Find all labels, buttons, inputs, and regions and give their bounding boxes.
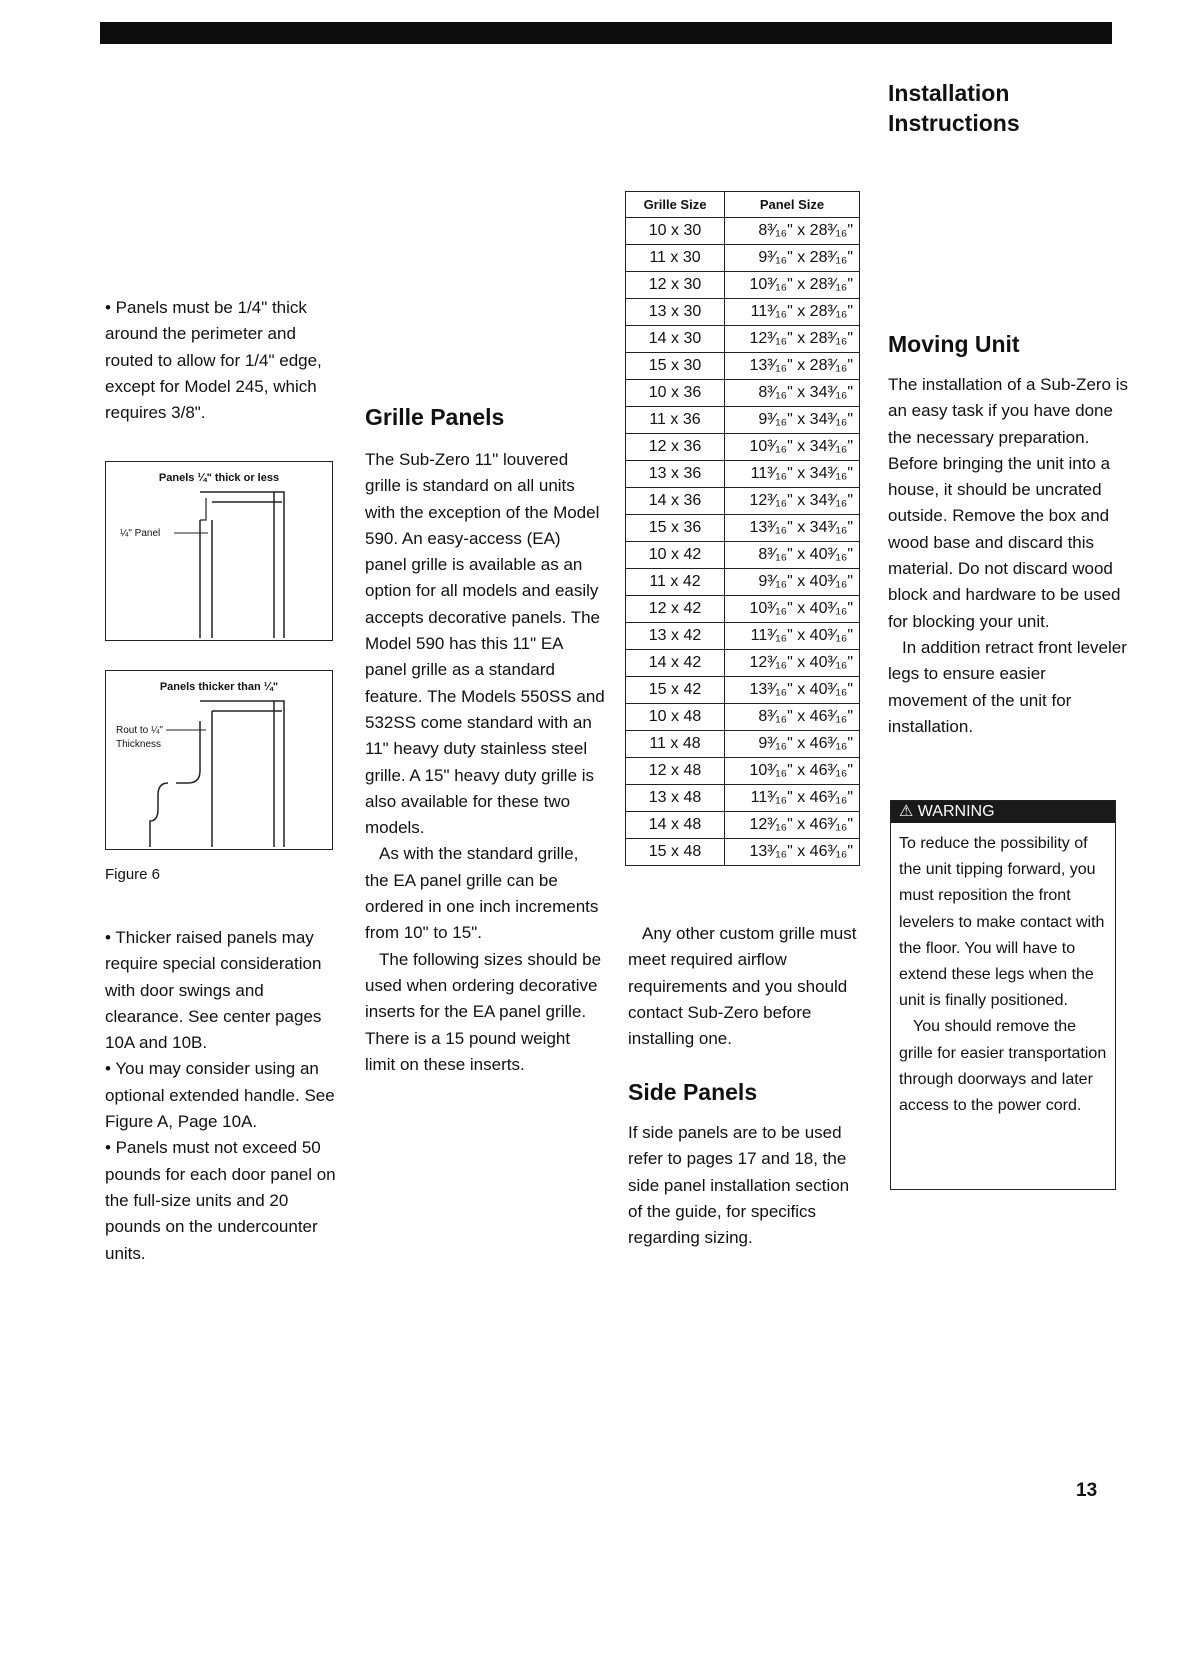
warning-label: WARNING [917,803,995,820]
panel-size-cell: 11³⁄₁₆" x 34³⁄₁₆" [725,461,860,488]
bullet-thicker-panels: • Thicker raised panels may require special consideration with door swings and clearance. See center pages 10A and 10B. [105,928,322,1053]
custom-grille-text: Any other custom grille must meet required airflow requirements and you should contact Sub-Zero before installing one. [628,924,857,1049]
table-row [626,299,860,326]
panel-size-cell: 13³⁄₁₆" x 40³⁄₁₆" [725,677,860,704]
thin-panel-drawing [106,462,332,640]
grille-size-cell: 11 x 36 [626,407,725,434]
grille-size-cell: 14 x 30 [626,326,725,353]
panel-size-cell: 10³⁄₁₆" x 40³⁄₁₆" [725,596,860,623]
panel-size-cell: 8³⁄₁₆" x 28³⁄₁₆" [725,218,860,245]
side-panels-paragraph: If side panels are to be used refer to pages 17 and 18, the side panel installation section of the guide, for specifics regarding sizing. [628,1123,850,1248]
grille-paragraph-2: As with the standard grille, the EA panel grille can be ordered in one inch increments from 10" to 15". [365,844,599,943]
grille-size-cell: 13 x 30 [626,299,725,326]
grille-size-cell: 11 x 48 [626,731,725,758]
thick-panel-drawing [106,671,332,849]
panel-size-cell: 9³⁄₁₆" x 34³⁄₁₆" [725,407,860,434]
moving-paragraph-1: The installation of a Sub-Zero is an easy task if you have done the necessary preparation. Before bringing the unit into a house, it should be uncrated outside. Remove the box and wood base and discard this material. Do not discard wood block and hardware to be used for blocking your unit. [888,375,1129,631]
table-row [626,434,860,461]
panel-size-cell: 11³⁄₁₆" x 46³⁄₁₆" [725,785,860,812]
figure-thin-panel-title: Panels ¼" thick or less [158,472,280,484]
grille-size-cell: 10 x 42 [626,542,725,569]
panel-thickness-note [105,295,345,426]
figure-thick-panel-label-2: Thickness [116,739,162,750]
page-header [888,78,1148,138]
table-row [626,542,860,569]
panel-size-cell: 12³⁄₁₆" x 46³⁄₁₆" [725,812,860,839]
panel-size-cell: 9³⁄₁₆" x 40³⁄₁₆" [725,569,860,596]
grille-size-cell: 14 x 48 [626,812,725,839]
panel-size-cell: 12³⁄₁₆" x 40³⁄₁₆" [725,650,860,677]
grille-size-cell: 14 x 42 [626,650,725,677]
grille-panels-text [365,447,605,1078]
grille-size-cell: 12 x 48 [626,758,725,785]
panel-size-header: Panel Size [725,192,860,218]
panel-size-cell: 12³⁄₁₆" x 28³⁄₁₆" [725,326,860,353]
side-panels-heading: Side Panels [628,1079,758,1105]
warning-header [891,801,1115,823]
table-row [626,677,860,704]
bullet-extended-handle: • You may consider using an optional extended handle. See Figure A, Page 10A. [105,1059,335,1132]
grille-size-cell: 15 x 30 [626,353,725,380]
top-bar [100,22,1112,44]
figure-thin-panel-label: ¼" Panel [120,528,161,539]
table-body [626,218,860,866]
grille-size-cell: 10 x 30 [626,218,725,245]
table-row [626,515,860,542]
left-bullets [105,925,345,1267]
header-line-1: Installation [888,80,1010,106]
header-line-2: Instructions [888,110,1020,136]
intro-bullet: • Panels must be 1/4" thick around the perimeter and routed to allow for 1/4" edge, except for Model 245, which requires 3/8". [105,298,322,423]
panel-size-cell: 8³⁄₁₆" x 40³⁄₁₆" [725,542,860,569]
grille-size-cell: 10 x 48 [626,704,725,731]
panel-size-cell: 11³⁄₁₆" x 40³⁄₁₆" [725,623,860,650]
figure-caption: Figure 6 [105,866,161,883]
grille-panels-heading: Grille Panels [365,404,505,430]
panel-size-cell: 12³⁄₁₆" x 34³⁄₁₆" [725,488,860,515]
page-number: 13 [1076,1480,1098,1501]
panel-size-cell: 13³⁄₁₆" x 34³⁄₁₆" [725,515,860,542]
table-row [626,785,860,812]
table-row [626,326,860,353]
grille-size-cell: 15 x 48 [626,839,725,866]
panel-size-cell: 10³⁄₁₆" x 46³⁄₁₆" [725,758,860,785]
table-row [626,218,860,245]
grille-paragraph-3: The following sizes should be used when ordering decorative inserts for the EA panel grille. There is a 15 pound weight limit on these inserts. [365,949,602,1074]
panel-size-cell: 13³⁄₁₆" x 46³⁄₁₆" [725,839,860,866]
table-row [626,704,860,731]
table-row [626,353,860,380]
grille-size-cell: 12 x 36 [626,434,725,461]
panel-size-cell: 8³⁄₁₆" x 46³⁄₁₆" [725,704,860,731]
table-row [626,650,860,677]
table-row [626,596,860,623]
figure-thick-panel-label-1: Rout to ¼" [116,725,163,736]
figure-thick-panel-title: Panels thicker than ¼" [159,681,279,693]
grille-size-cell: 13 x 36 [626,461,725,488]
grille-size-cell: 11 x 42 [626,569,725,596]
grille-size-cell: 15 x 36 [626,515,725,542]
panel-size-cell: 9³⁄₁₆" x 28³⁄₁₆" [725,245,860,272]
table-row [626,569,860,596]
warning-paragraph-2: You should remove the grille for easier transportation through doorways and later access to the power cord. [899,1018,1107,1115]
table-row [626,758,860,785]
grille-size-table [625,191,860,866]
table-row [626,272,860,299]
moving-unit-text [888,372,1128,740]
table-row [626,380,860,407]
table-row [626,488,860,515]
moving-paragraph-2: In addition retract front leveler legs to ensure easier movement of the unit for installation. [888,637,1127,736]
panel-size-cell: 8³⁄₁₆" x 34³⁄₁₆" [725,380,860,407]
table-header-row [626,192,860,218]
figure-thin-panel [105,461,333,641]
panel-size-cell: 13³⁄₁₆" x 28³⁄₁₆" [725,353,860,380]
custom-grille-note [628,921,868,1052]
table-row [626,839,860,866]
warning-body [899,831,1109,1119]
grille-size-cell: 12 x 42 [626,596,725,623]
warning-triangle-icon: ⚠ [899,803,914,820]
grille-size-cell: 15 x 42 [626,677,725,704]
table-row [626,461,860,488]
table-row [626,407,860,434]
grille-size-header: Grille Size [626,192,725,218]
table-row [626,731,860,758]
table-row [626,245,860,272]
moving-unit-heading: Moving Unit [888,331,1020,357]
grille-size-cell: 13 x 42 [626,623,725,650]
grille-size-cell: 10 x 36 [626,380,725,407]
grille-size-cell: 14 x 36 [626,488,725,515]
figure-thick-panel [105,670,333,850]
bullet-weight-limit: • Panels must not exceed 50 pounds for each door panel on the full-size units and 20 pounds on the undercounter units. [105,1138,336,1263]
grille-size-cell: 12 x 30 [626,272,725,299]
panel-size-cell: 11³⁄₁₆" x 28³⁄₁₆" [725,299,860,326]
warning-box [890,800,1116,1190]
panel-size-cell: 10³⁄₁₆" x 28³⁄₁₆" [725,272,860,299]
grille-size-cell: 13 x 48 [626,785,725,812]
panel-size-cell: 9³⁄₁₆" x 46³⁄₁₆" [725,731,860,758]
panel-size-cell: 10³⁄₁₆" x 34³⁄₁₆" [725,434,860,461]
table-row [626,812,860,839]
warning-paragraph-1: To reduce the possibility of the unit tipping forward, you must reposition the front levelers to make contact with the floor. You will have to extend these legs when the unit is finally positioned. [899,835,1105,1010]
side-panels-text [628,1120,868,1251]
grille-size-cell: 11 x 30 [626,245,725,272]
table-row [626,623,860,650]
grille-paragraph-1: The Sub-Zero 11" louvered grille is standard on all units with the exception of the Model 590. An easy-access (EA) panel grille is available as an option for all models and easily accepts decorative panels. The Model 590 has this 11" EA panel grille as a standard feature. The Models 550SS and 532SS come standard with an 11" heavy duty stainless steel grille. A 15" heavy duty grille is also available for these two models. [365,450,605,838]
